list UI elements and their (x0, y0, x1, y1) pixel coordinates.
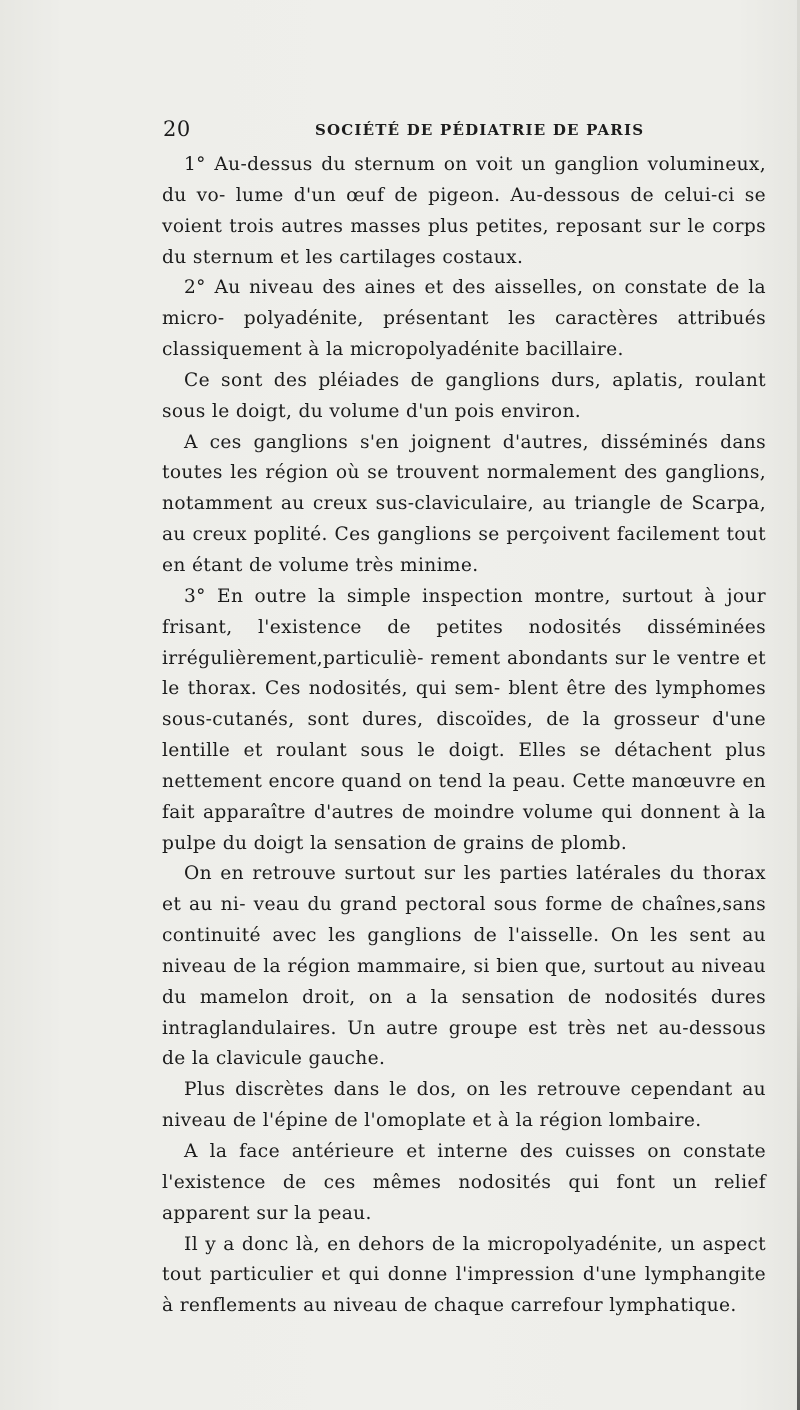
paragraph-7: Plus discrètes dans le dos, on les retrouve cependant au niveau de l'épine de l'omoplate et à la région lombaire. (162, 1079, 766, 1132)
paragraph-4: A ces ganglions s'en joignent d'autres, disséminés dans toutes les région où se trouvent normalement des ganglions, notamment au creux sus-claviculaire, au triangle de Scarpa, au creux poplité. Ces ganglions se perçoivent facilement tout en étant de volume très minime. (162, 431, 766, 576)
paragraph-9: Il y a donc là, en dehors de la micropolyadénite, un aspect tout particulier et qui donne l'impression d'une lymphangite à renflements au niveau de chaque carrefour lymphatique. (162, 1233, 766, 1317)
page-number: 20 (163, 117, 191, 141)
paragraph-3: Ce sont des pléiades de ganglions durs, aplatis, roulant sous le doigt, du volume d'un pois environ. (162, 369, 766, 422)
paragraph-5: 3° En outre la simple inspection montre, surtout à jour frisant, l'existence de petites nodosités disséminées irrégulièrement,particuliè- rement abondants sur le ventre et le thorax. Ces nodosités, qui sem- blent être des lymphomes sous-cutanés, sont dures, discoïdes, de la grosseur d'une lentille et roulant sous le doigt. Elles se détachent plus nettement encore quand on tend la peau. Cette manœuvre en fait apparaître d'autres de moindre volume qui donnent à la pulpe du doigt la sensation de grains de plomb. (162, 585, 766, 854)
paragraph-6: On en retrouve surtout sur les parties latérales du thorax et au ni- veau du grand pectoral sous forme de chaînes,sans continuité avec les ganglions de l'aisselle. On les sent au niveau de la région mammaire, si bien que, surtout au niveau du mamelon droit, on a la sensation de nodosités dures intraglandulaires. Un autre groupe est très net au-dessous de la clavicule gauche. (162, 863, 766, 1070)
paragraph-2: 2° Au niveau des aines et des aisselles, on constate de la micro- polyadénite, présentant les caractères attribués classiquement à la micropolyadénite bacillaire. (162, 277, 766, 361)
page-header (163, 117, 768, 145)
running-title: SOCIÉTÉ DE PÉDIATRIE DE PARIS (315, 121, 645, 139)
paragraph-8: A la face antérieure et interne des cuisses on constate l'existence de ces mêmes nodosités qui font un relief apparent sur la peau. (162, 1141, 766, 1224)
body-text (162, 150, 766, 1322)
paragraph-1: 1° Au-dessus du sternum on voit un ganglion volumineux, du vo- lume d'un œuf de pigeon. Au-dessous de celui-ci se voient trois autres masses plus petites, reposant sur le corps du sternum et les cartilages costaux. (162, 154, 766, 268)
